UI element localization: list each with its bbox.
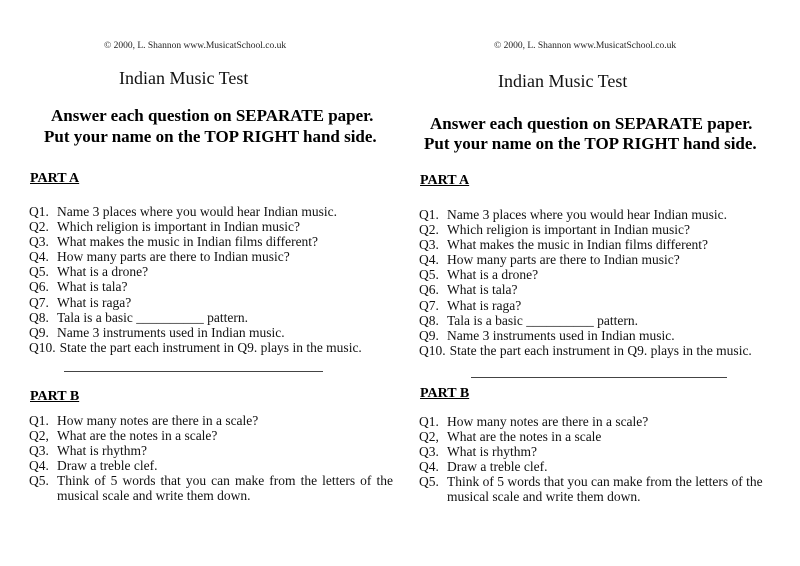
copyright-line: © 2000, L. Shannon www.MusicatSchool.co.uk [494,41,677,51]
copyright-line: © 2000, L. Shannon www.MusicatSchool.co.uk [104,41,287,51]
question-item [29,443,393,458]
test-title: Indian Music Test [498,71,628,91]
question-text: What are the notes in a scale [447,429,602,445]
instruction-line-1: Answer each question on SEPARATE paper. [430,114,753,133]
question-text: Think of 5 words that you can make from the letters of the musical scale and write them down. [447,474,763,505]
part-a-question-list [29,204,389,355]
part-b-question-list [419,414,794,505]
question-text: Name 3 instruments used in Indian music. [57,324,285,340]
question-text: What is raga? [447,297,522,313]
question-number: Q4. [29,458,49,474]
test-title: Indian Music Test [119,68,249,88]
question-text: Tala is a basic __________ pattern. [57,309,249,325]
part-a-heading: PART A [30,171,80,186]
question-number: Q10. [29,339,56,355]
question-number: Q1. [419,207,439,222]
question-number: Q9. [419,327,439,343]
question-text: What is a drone? [57,264,149,280]
question-text: State the part each instrument in Q9. plays in the music. [59,339,362,355]
question-item [419,207,789,222]
question-item [419,252,789,267]
question-number: Q7. [419,297,439,313]
question-number: Q4. [419,252,439,268]
question-item [29,473,393,503]
question-number: Q8. [29,309,49,325]
question-text: What is rhythm? [447,444,537,460]
question-number: Q1. [29,204,49,219]
question-number: Q3. [29,234,49,250]
question-text: How many parts are there to Indian music? [447,252,680,268]
question-number: Q1. [419,414,439,429]
question-item [29,340,389,355]
part-b-question-list [29,413,393,504]
question-item [419,429,794,444]
question-item [419,459,794,474]
question-number: Q6. [419,282,439,298]
question-text: What is raga? [57,294,132,310]
question-number: Q9. [29,324,49,340]
question-number: Q2, [29,428,49,444]
question-number: Q7. [29,294,49,310]
question-item [419,444,794,459]
question-number: Q5. [419,474,439,490]
question-item [419,267,789,282]
question-text: Which religion is important in Indian music? [447,222,690,238]
question-item [419,282,789,297]
question-item [29,279,389,294]
question-text: How many notes are there in a scale? [57,413,259,428]
question-text: Which religion is important in Indian music? [57,219,300,235]
question-item [29,413,393,428]
question-item [419,474,794,504]
question-item [29,428,393,443]
question-number: Q2, [419,429,439,445]
instruction-line-2: Put your name on the TOP RIGHT hand side. [44,127,377,146]
question-item [29,325,389,340]
question-text: Draw a treble clef. [57,458,158,474]
question-text: What are the notes in a scale? [57,428,218,444]
section-divider [471,377,727,378]
question-text: What is tala? [57,279,128,295]
question-item [29,204,389,219]
question-number: Q4. [29,249,49,265]
question-text: Name 3 instruments used in Indian music. [447,327,675,343]
question-item [419,298,789,313]
question-number: Q5. [29,473,49,489]
question-text: Name 3 places where you would hear Indian music. [447,207,728,222]
question-item [419,313,789,328]
question-text: What makes the music in Indian films different? [57,234,319,250]
question-text: How many parts are there to Indian music? [57,249,290,265]
question-number: Q2. [419,222,439,238]
question-number: Q5. [419,267,439,283]
question-number: Q6. [29,279,49,295]
question-item [29,249,389,264]
question-item [419,343,789,358]
question-text: What is a drone? [447,267,539,283]
question-item [419,414,794,429]
question-item [29,219,389,234]
question-number: Q2. [29,219,49,235]
question-text: What is tala? [447,282,518,298]
question-number: Q10. [419,342,446,358]
question-item [419,222,789,237]
question-number: Q5. [29,264,49,280]
question-item [29,234,389,249]
question-item [419,328,789,343]
question-text: Draw a treble clef. [447,459,548,475]
section-divider [64,371,323,372]
question-text: What makes the music in Indian films different? [447,237,709,253]
question-text: Think of 5 words that you can make from the letters of the musical scale and write them down. [57,473,393,504]
instruction-line-1: Answer each question on SEPARATE paper. [51,106,374,125]
worksheet-right [400,0,800,566]
question-number: Q1. [29,413,49,428]
question-number: Q4. [419,459,439,475]
question-item [29,295,389,310]
question-item [29,458,393,473]
question-item [419,237,789,252]
question-text: Tala is a basic __________ pattern. [447,312,639,328]
question-number: Q8. [419,312,439,328]
question-item [29,310,389,325]
part-a-question-list [419,207,789,358]
question-number: Q3. [29,443,49,459]
question-text: How many notes are there in a scale? [447,414,649,429]
question-number: Q3. [419,237,439,253]
part-a-heading: PART A [420,173,470,188]
question-item [29,264,389,279]
question-text: State the part each instrument in Q9. plays in the music. [449,342,752,358]
part-b-heading: PART B [30,389,80,404]
question-text: Name 3 places where you would hear Indian music. [57,204,338,219]
question-number: Q3. [419,444,439,460]
instruction-line-2: Put your name on the TOP RIGHT hand side. [424,134,757,153]
part-b-heading: PART B [420,386,470,401]
question-text: What is rhythm? [57,443,147,459]
